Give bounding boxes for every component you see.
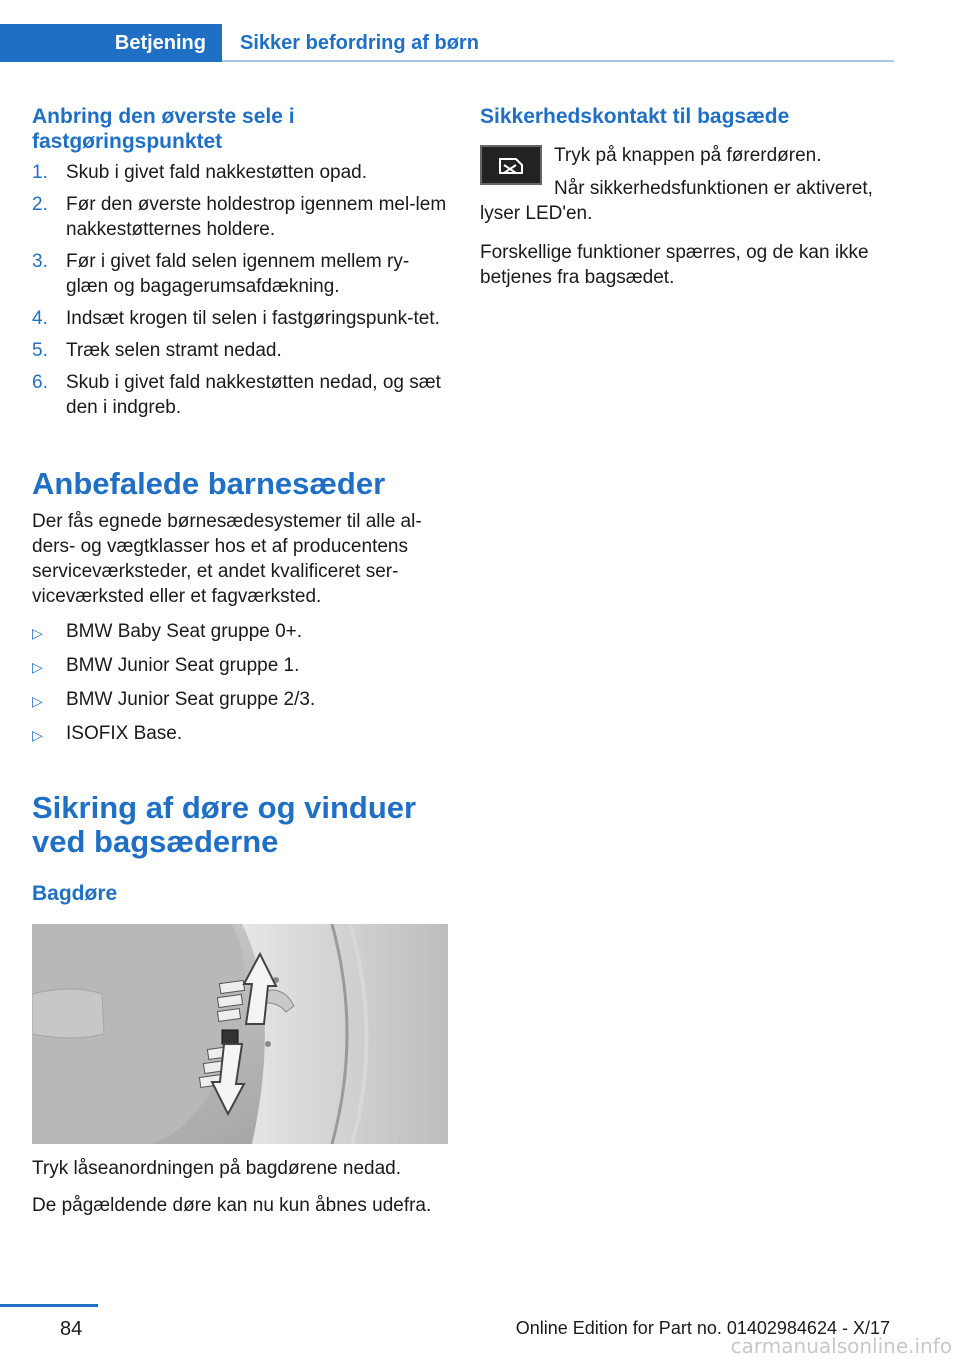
triangle-bullet-icon: ▷ — [32, 727, 43, 743]
step-number: 2. — [32, 194, 48, 215]
safety-switch-block — [480, 141, 898, 226]
list-item — [32, 338, 450, 363]
page-number: 84 — [60, 1318, 83, 1340]
tab-betjening[interactable]: Betjening — [0, 24, 222, 62]
step-number: 1. — [32, 162, 48, 183]
heading-rear-seat-safety-switch: Sikkerhedskontakt til bagsæde — [480, 105, 790, 128]
seat-item-text: BMW Junior Seat gruppe 2/3. — [66, 689, 316, 710]
right-column — [480, 104, 898, 290]
watermark: carmanualsonline.info — [730, 1334, 952, 1358]
list-item — [32, 306, 450, 331]
step-text: Indsæt krogen til selen i fastgøringspunk-tet. — [66, 308, 440, 329]
triangle-bullet-icon: ▷ — [32, 625, 43, 641]
step-text: Skub i givet fald nakkestøtten nedad, og sæt den i indgreb. — [66, 372, 441, 418]
seats-intro: Der fås egnede børnesædesystemer til alle al-ders- og vægtklasser hos et af producentens serviceværksteder, et andet kvalificeret ser-viceværksted eller et fagværksted. — [32, 511, 422, 607]
heading-door-window-safety: Sikring af døre og vinduer ved bagsæderne — [32, 790, 417, 859]
triangle-bullet-icon: ▷ — [32, 693, 43, 709]
step-text: Før i givet fald selen igennem mellem ry-glæn og bagagerumsafdækning. — [66, 251, 410, 297]
list-item — [32, 721, 450, 748]
footer-rule — [0, 1304, 98, 1307]
left-column — [32, 104, 450, 1218]
tab-child-safety[interactable]: Sikker befordring af børn — [240, 31, 479, 54]
list-item — [32, 192, 450, 242]
heading-recommended-seats: Anbefalede barnesæder — [32, 466, 386, 501]
window-lock-button-icon — [480, 145, 542, 185]
seats-list — [32, 619, 450, 748]
list-item — [32, 653, 450, 680]
window-lock-glyph-icon — [482, 147, 540, 183]
list-item — [32, 619, 450, 646]
functions-blocked-text: Forskellige funktioner spærres, og de kan ikke betjenes fra bagsædet. — [480, 242, 869, 288]
step-number: 6. — [32, 372, 48, 393]
step-text: Før den øverste holdestrop igennem mel-lem nakkestøtternes holdere. — [66, 194, 447, 240]
seat-item-text: BMW Junior Seat gruppe 1. — [66, 655, 300, 676]
steps-list — [32, 160, 450, 420]
led-text: Når sikkerhedsfunktionen er aktiveret, lyser LED'en. — [480, 178, 873, 224]
list-item — [32, 370, 450, 420]
list-item — [32, 160, 450, 185]
section-subheading: Anbring den øverste sele i fastgøringspunktet — [32, 105, 295, 153]
seat-item-text: ISOFIX Base. — [66, 723, 183, 744]
edition-text: Online Edition for Part no. 01402984624 - X/17 — [515, 1318, 890, 1338]
step-number: 3. — [32, 251, 48, 272]
step-number: 4. — [32, 308, 48, 329]
triangle-bullet-icon: ▷ — [32, 659, 43, 675]
list-item — [32, 687, 450, 714]
step-text: Skub i givet fald nakkestøtten opad. — [66, 162, 368, 183]
step-number: 5. — [32, 340, 48, 361]
seat-item-text: BMW Baby Seat gruppe 0+. — [66, 621, 303, 642]
caption-doors-open-outside: De pågældende døre kan nu kun åbnes udefra. — [32, 1195, 432, 1216]
page-header — [0, 0, 960, 62]
rear-door-lock-photo — [32, 924, 448, 1144]
header-divider — [222, 60, 894, 62]
press-button-text: Tryk på knappen på førerdøren. — [554, 145, 822, 166]
step-text: Træk selen stramt nedad. — [66, 340, 282, 361]
list-item — [32, 249, 450, 299]
heading-rear-doors: Bagdøre — [32, 882, 118, 905]
caption-press-lock: Tryk låseanordningen på bagdørene nedad. — [32, 1158, 401, 1179]
